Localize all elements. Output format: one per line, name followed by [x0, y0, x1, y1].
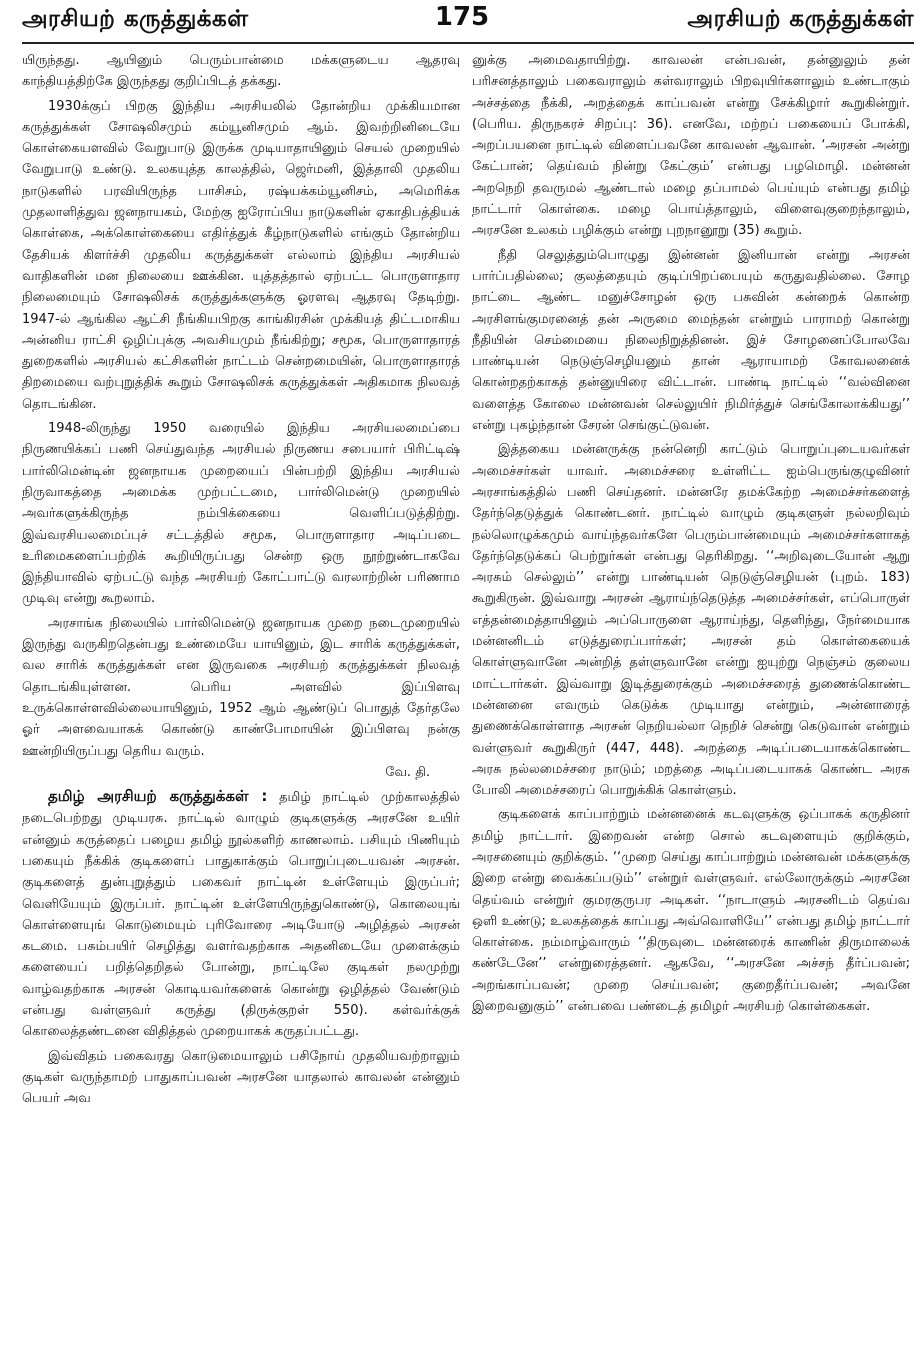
paragraph: 1930க்குப் பிறகு இந்திய அரசியலில் தோன்றிய முக்கியமான கருத்துக்கள் சோஷலிசமும் கம்யூனிசமும் ஆம். இவற்றினிடையே கொள்கையளவில் வேறுபாடு இருக்க முடியாதாயினும் செயல் முறையில் வேறுபாடு உண்டு. உலகயுத்த காலத்தில், ஜெர்மனி, இத்தாலி முதலிய நாடுகளில் பரவியிருந்த பாசிசம், ரஷ்யக்கம்யூனிசம், அமெரிக்க முதலாளித்துவ ஜனநாயகம், மேற்கு ஐரோப்பிய நாடுகளின் ஏகாதிபத்தியக் கொள்கை, அக்கொள்கையை எதிர்த்துக் கீழ்நாடுகளில் எங்கும் தோன்றிய தேசியக் கிளர்ச்சி முதலிய கருத்துக்கள் எல்லாம் இந்திய அரசியல் வாதிகளின் மன நிலையை ஊக்கின. யுத்தத்தால் ஏற்பட்ட பொருளாதார நிலைமையும் சோஷலிசக் கருத்துக்களுக்கு ஓரளவு ஆதரவு தேடிற்று. 1947-ல் ஆங்கில ஆட்சி நீங்கியபிறகு காங்கிரசின் முக்கியத் திட்டமாகிய அன்னிய ராட்சி ஒழிப்புக்கு அவசியமும் நீங்கிற்று; சமூக, பொருளாதாரத் துறைகளில் அரசியல் கட்சிகளின் நாட்டம் சென்றமையின், பொருளாதாரத் திறமையை வற்புறுத்திக் கூறும் சோஷலிசக் கருத்துக்கள் அதிகமாக நிலவத் தொடங்கின.: [22, 98, 460, 412]
paragraph: [22, 613, 460, 783]
paragraph: யிருந்தது. ஆயினும் பெரும்பான்மை மக்களுடைய ஆதரவு காந்தியத்திற்கே இருந்தது குறிப்பிடத் தக்கது.: [22, 53, 460, 90]
page-number: 175: [434, 2, 490, 32]
paragraph: இவ்விதம் பகைவரது கொடுமையாலும் பசிநோய் முதலியவற்றாலும் குடிகள் வருந்தாமற் பாதுகாப்பவன் அரசனே யாதலால் காவலன் என்னும் பெயர் அவ: [22, 1048, 460, 1107]
paragraph-text: தமிழ் நாட்டில் முற்காலத்தில் நடைபெற்றது முடியரசு. நாட்டில் வாழும் குடிகளுக்கு அரசனே உயிர் என்னும் கருத்தைப் பழைய தமிழ் நூல்களிற் காணலாம். பசியும் பிணியும் பகையும் நீக்கிக் குடிகளைப் பாதுகாக்கும் பொறுப்புடையவன் அரசன். குடிகளைத் துன்புறுத்தும் பகைவர் நாட்டின் உள்ளேயும் இருப்பர்; வெளியேயும் இருப்பர். நாட்டின் உள்ளேயிருந்துகொண்டு, கொலையுங் கொள்ளையுங் கொடுமையும் புரிவோரை அடியோடு அழித்தல் அரசன் கடமை. பசும்பயிர் செழித்து வளர்வதற்காக அதனிடையே முளைக்கும் களையைப் பறித்தெறிதல் போன்று, நாட்டிலே குடிகள் நலமுற்று வாழ்வதற்காக அரசன் கொடியவர்களைக் கொன்று ஒழித்தல் வேண்டும் என்பது வள்ளுவர் கருத்து (திருக்குறள் 550). கள்வர்க்குக் கொலைத்தண்டனை விதித்தல் முறையாகக் கருதப்பட்டது.: [22, 790, 460, 1040]
paragraph: நீதி செலுத்தும்பொழுது இன்னன் இனியான் என்று அரசன் பார்ப்பதில்லை; குலத்தையும் குடிப்பிறப்பையும் கருதுவதில்லை. சோழ நாட்டை ஆண்ட மனுச்சோழன் ஒரு பசுவின் கன்றைக் கொன்ற அரசிளங்குமரனைத் தன் அருமை மைந்தன் என்றும் பாராமற் கொன்று நீதியின் செம்மையை நிலைநிறுத்தினன். இச் சோழனைப்போலவே பாண்டியன் நெடுஞ்செழியனும் தான் ஆராயாமற் கோவலனைக் கொன்றதற்காகத் தன்னுயிரை விட்டான். பாண்டி நாட்டில் ‘‘வல்வினை வளைத்த கோலை மன்னவன் செல்லுயிர் நிமிர்த்துச் செங்கோலாக்கியது’’ என்று புகழ்ந்தான் சேரன் செங்குட்டுவன்.: [472, 247, 910, 434]
page-header: [0, 0, 924, 46]
paragraph: னுக்கு அமைவதாயிற்று. காவலன் என்பவன், தன்னுலும் தன் பரிசனத்தாலும் பகைவராலும் கள்வராலும் பிறவுயிர்களாலும் உண்டாகும் அச்சத்தை நீக்கி, அறத்தைக் காப்பவன் என்று சேக்கிழார் கூறுகின்றுர். (பெரிய. திருநகரச் சிறப்பு: 36). எனவே, மற்றப் பகையைப் போக்கி, அறப்பயனை நாட்டில் விளைப்பவனே காவலன் ஆவான். ‘அரசன் அன்று கேட்பான்; தெய்வம் நின்று கேட்கும்’ என்பது பழமொழி. மன்னன் அறநெறி தவருமல் ஆண்டால் மழை தப்பாமல் பெய்யும் என்பது தமிழ் நாட்டார் கொள்கை. மழை பொய்த்தாலும், விளைவுகுறைந்தாலும், அரசனே உலகம் பழிக்கும் என்று புறநானூறு (35) கூறும்.: [472, 53, 910, 239]
running-title-right: அரசியற் கருத்துக்கள்: [687, 6, 914, 32]
paragraph-text: அரசாங்க நிலையில் பார்லிமென்டு ஜனநாயக முறை நடைமுறையில் இருந்து வருகிறதென்பது உண்மையே யாயினும், இட சாரிக் கருத்துக்கள், வல சாரிக் கருத்துக்கள் என இருவகை அரசியற் கருத்துக்கள் நிலவத் தொடங்கியுள்ளன. பெரிய அளவில் இப்பிளவு உருக்கொள்ளவில்லையாயினும், 1952 ஆம் ஆண்டுப் பொதுத் தேர்தலே ஓர் அளவையாகக் கொண்டு காண்போமாயின் இப்பிளவு நன்கு ஊன்றியிருப்பது தெரிய வரும்.: [22, 615, 460, 759]
header-rule: [22, 42, 914, 44]
left-column: [22, 50, 460, 1346]
paragraph: இத்தகைய மன்னருக்கு நன்னெறி காட்டும் பொறுப்புடையவர்கள் அமைச்சர்கள் யாவர். அமைச்சரை உள்ளிட்ட ஐம்பெருங்குழுவினர் அரசாங்கத்தில் பணி செய்தனர். மன்னரே தமக்கேற்ற அமைச்சர்களைத் தேர்ந்தெடுத்துக் கொண்டனர். நாட்டில் வாழும் குடிகளுள் நல்லறிவும் நல்லொழுக்கமும் வாய்ந்தவர்களே பெரும்பான்மையும் அமைச்சர்களாகத் தேர்ந்தெடுக்கப் பெற்றுர்கள் என்பது தெரிகிறது. ‘‘அறிவுடையோன் ஆறு அரசும் செல்லும்’’ என்று பாண்டியன் நெடுஞ்செழியன் (புறம். 183) கூறுகிருன். இவ்வாறு அரசன் ஆராய்ந்தெடுத்த அமைச்சர்கள், எப்பொருள் எத்தன்மைத்தாயினும் அப்பொருளை ஆராய்ந்து, தெளிந்து, நேர்மையாக மன்னனிடம் எடுத்துரைப்பார்கள்; அரசன் தம் கொள்கையைக் கொள்ளுவானே அன்றித் தள்ளுவானே என்று ஐயுற்று நெஞ்சம் குலைய மாட்டார்கள். இவ்வாறு இடித்துரைக்கும் அமைச்சரைத் துணைக்கொண்ட மன்னனை எவரும் கெடுக்க முடியாது என்றும், அன்னாரைத் துணைக்கொள்ளாத அரசன் நெறியல்லா நெறிச் சென்று கெடுவான் என்றும் வள்ளுவர் கூறுகிருர் (447, 448). அறத்தை அடிப்படையாகக்கொண்ட அரசு நல்லமைச்சரை நாடும்; மறத்தை அடிப்படையாகக் கொண்ட அரசு போலி அமைச்சரைப் பொறுக்கிக் கொள்ளும்.: [472, 442, 910, 799]
paragraph: குடிகளைக் காப்பாற்றும் மன்னனைக் கடவுளுக்கு ஒப்பாகக் கருதினர் தமிழ் நாட்டார். இறைவன் என்ற சொல் கடவுளையும் குறிக்கும், அரசனையும் குறிக்கும். ‘‘முறை செய்து காப்பாற்றும் மன்னவன் மக்களுக்கு இறை என்று வைக்கப்படும்’’ என்றுர் வள்ளுவர். எல்லோருக்கும் அரசனே தெய்வம் என்றுர் குமரகுருபர அடிகள். ‘‘நாடாளும் அரசனிடம் தெய்வ ஒளி உண்டு; உலகத்தைக் காப்பது அவ்வொளியே’’ என்பது தமிழ் நாட்டார் கொள்கை. நம்மாழ்வாரும் ‘‘திருவுடை மன்னரைக் காணின் திருமாலைக் கண்டேனே’’ என்றுரைத்தனர். ஆகவே, ‘‘அரசனே அச்சந் தீர்ப்பவன்; அறங்காப்பவன்; முறை செய்பவன்; குறைதீர்ப்பவன்; அவனே இறைவனுகும்’’ என்பவை பண்டைத் தமிழர் அரசியற் கொள்கைகள்.: [472, 807, 910, 1015]
running-title-left: அரசியற் கருத்துக்கள்: [22, 6, 249, 32]
section-heading: தமிழ் அரசியற் கருத்துக்கள் :: [48, 787, 268, 806]
section-paragraph: [22, 786, 460, 1043]
paragraph: 1948-லிருந்து 1950 வரையில் இந்திய அரசியலமைப்பை நிருணயிக்கப் பணி செய்துவந்த அரசியல் நிருணய சபையார் பிரிட்டிஷ் பார்லிமென்டின் ஜனநாயக முறையைப் பின்பற்றி இந்திய அரசியல் நிருவாகத்தை அமைக்க முற்பட்டமை, பார்லிமென்டு முறையில் அவர்களுக்கிருந்த நம்பிக்கையை வெளிப்படுத்திற்று. இவ்வரசியலமைப்புச் சட்டத்தில் சமூக, பொருளாதார அடிப்படை உரிமைகளைப்பற்றிக் கூறியிருப்பது சென்ற ஒரு நூற்றுண்டாகவே இந்தியாவில் ஏற்பட்டு வந்த அரசியற் கோட்பாட்டு வரலாற்றின் பரிணாம முடிவு என்று கூறலாம்.: [22, 421, 460, 607]
author-initials: வே. தி.: [385, 764, 430, 780]
right-column: [472, 50, 910, 1346]
